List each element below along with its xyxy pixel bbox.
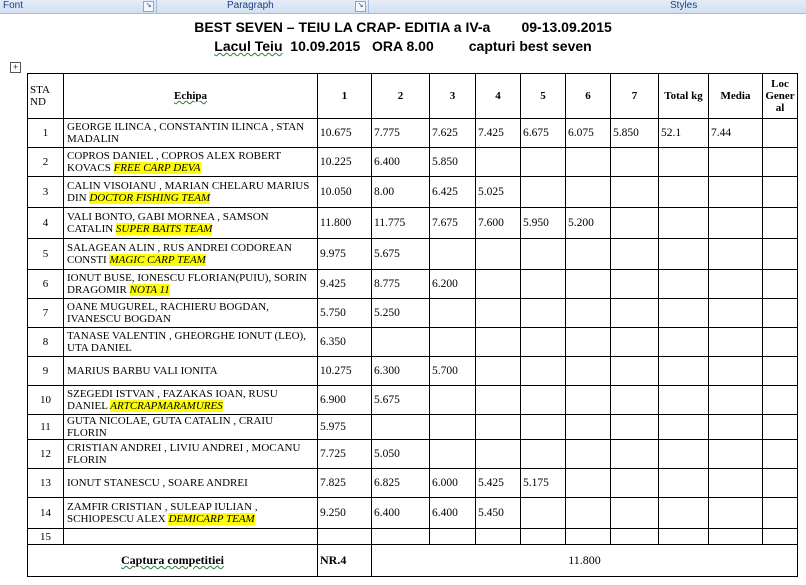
table-row <box>28 119 798 148</box>
score-day-4 <box>476 270 521 299</box>
score-day-3 <box>430 299 476 328</box>
score-day-6 <box>566 357 611 386</box>
team-cell <box>64 529 318 545</box>
stand-number: 1 <box>28 119 64 148</box>
score-day-7: 5.850 <box>611 119 659 148</box>
score-day-7 <box>611 148 659 177</box>
media-cell <box>709 299 763 328</box>
table-row <box>28 239 798 270</box>
score-day-6: 6.075 <box>566 119 611 148</box>
score-day-7 <box>611 239 659 270</box>
header-echipa: Echipa <box>64 74 318 119</box>
media-cell <box>709 270 763 299</box>
stand-number: 8 <box>28 328 64 357</box>
team-members: VALI BONTO, GABI MORNEA , SAMSON CATALIN <box>67 211 269 235</box>
header-day-5: 5 <box>521 74 566 119</box>
media-cell <box>709 415 763 440</box>
subtitle-details: 10.09.2015 ORA 8.00 capturi best seven <box>282 38 592 54</box>
stand-number: 10 <box>28 386 64 415</box>
media-cell <box>709 239 763 270</box>
team-cell <box>64 440 318 469</box>
stand-number: 5 <box>28 239 64 270</box>
media-cell <box>709 148 763 177</box>
footer-row <box>28 545 798 577</box>
table-row <box>28 498 798 529</box>
header-loc-general: Loc Gener al <box>763 74 798 119</box>
document-subtitle <box>0 37 806 55</box>
table-row <box>28 357 798 386</box>
total-kg-cell <box>659 328 709 357</box>
score-day-1: 7.825 <box>318 469 372 498</box>
stand-number: 9 <box>28 357 64 386</box>
score-day-2: 6.825 <box>372 469 430 498</box>
score-day-2: 5.675 <box>372 386 430 415</box>
stand-number: 13 <box>28 469 64 498</box>
score-day-4: 7.600 <box>476 208 521 239</box>
score-day-5 <box>521 270 566 299</box>
score-day-7 <box>611 270 659 299</box>
total-kg-cell <box>659 148 709 177</box>
footer-label: Captura competitiei <box>28 545 318 577</box>
ribbon-separator <box>368 0 369 13</box>
team-cell <box>64 299 318 328</box>
score-day-2 <box>372 415 430 440</box>
team-members: CRISTIAN ANDREI , LIVIU ANDREI , MOCANU FLORIN <box>67 442 301 466</box>
media-cell <box>709 498 763 529</box>
score-day-7 <box>611 177 659 208</box>
score-day-4 <box>476 357 521 386</box>
score-day-6 <box>566 415 611 440</box>
score-day-2: 6.400 <box>372 498 430 529</box>
media-cell <box>709 440 763 469</box>
score-day-2: 11.775 <box>372 208 430 239</box>
score-day-6 <box>566 469 611 498</box>
score-day-2: 7.775 <box>372 119 430 148</box>
score-day-1 <box>318 529 372 545</box>
font-dialog-launcher-icon[interactable]: ↘ <box>143 1 154 12</box>
score-day-7 <box>611 357 659 386</box>
table-move-handle-icon[interactable]: + <box>10 62 21 73</box>
results-table <box>27 73 798 577</box>
score-day-4 <box>476 386 521 415</box>
media-cell <box>709 469 763 498</box>
total-kg-cell <box>659 469 709 498</box>
team-members: MARIUS BARBU VALI IONITA <box>67 365 218 377</box>
score-day-7 <box>611 498 659 529</box>
lake-name: Lacul Teiu <box>214 38 283 54</box>
total-kg-cell <box>659 357 709 386</box>
footer-value: 11.800 <box>372 545 798 577</box>
score-day-7 <box>611 469 659 498</box>
table-row <box>28 299 798 328</box>
ribbon-group-labels <box>0 0 806 14</box>
team-cell <box>64 469 318 498</box>
score-day-4 <box>476 415 521 440</box>
stand-number: 3 <box>28 177 64 208</box>
loc-general-cell <box>763 357 798 386</box>
team-name-highlight: MAGIC CARP TEAM <box>109 254 206 266</box>
table-row <box>28 328 798 357</box>
score-day-1: 6.900 <box>318 386 372 415</box>
score-day-5: 6.675 <box>521 119 566 148</box>
team-members: OANE MUGUREL, RACHIERU BOGDAN, IVANESCU BOGDAN <box>67 301 269 325</box>
score-day-5 <box>521 328 566 357</box>
team-name-highlight: DEMICARP TEAM <box>168 513 255 525</box>
ribbon-separator <box>156 0 157 13</box>
score-day-2: 6.400 <box>372 148 430 177</box>
stand-number: 4 <box>28 208 64 239</box>
team-cell <box>64 328 318 357</box>
score-day-5 <box>521 177 566 208</box>
stand-number: 11 <box>28 415 64 440</box>
score-day-4: 7.425 <box>476 119 521 148</box>
total-kg-cell <box>659 529 709 545</box>
media-cell <box>709 357 763 386</box>
score-day-2: 8.00 <box>372 177 430 208</box>
document-title: BEST SEVEN – TEIU LA CRAP- EDITIA a IV-a 09-13.09.2015 <box>194 19 612 35</box>
media-cell <box>709 529 763 545</box>
team-members: CALIN VISOIANU , MARIAN CHELARU MARIUS DIN <box>67 180 310 204</box>
header-day-4: 4 <box>476 74 521 119</box>
score-day-7 <box>611 415 659 440</box>
score-day-5 <box>521 498 566 529</box>
score-day-1: 5.975 <box>318 415 372 440</box>
score-day-6 <box>566 270 611 299</box>
loc-general-cell <box>763 177 798 208</box>
score-day-6 <box>566 498 611 529</box>
score-day-6: 5.200 <box>566 208 611 239</box>
header-media: Media <box>709 74 763 119</box>
score-day-1: 6.350 <box>318 328 372 357</box>
team-members: IONUT STANESCU , SOARE ANDREI <box>67 477 248 489</box>
score-day-4 <box>476 299 521 328</box>
score-day-4 <box>476 440 521 469</box>
table-body <box>28 119 798 545</box>
loc-general-cell <box>763 469 798 498</box>
score-day-6 <box>566 328 611 357</box>
total-kg-cell <box>659 177 709 208</box>
total-kg-cell <box>659 415 709 440</box>
score-day-2: 6.300 <box>372 357 430 386</box>
media-cell <box>709 386 763 415</box>
media-cell <box>709 177 763 208</box>
score-day-3: 6.400 <box>430 498 476 529</box>
score-day-1: 10.675 <box>318 119 372 148</box>
score-day-4 <box>476 529 521 545</box>
team-cell <box>64 239 318 270</box>
score-day-1: 7.725 <box>318 440 372 469</box>
score-day-3: 7.625 <box>430 119 476 148</box>
score-day-7 <box>611 328 659 357</box>
loc-general-cell <box>763 529 798 545</box>
team-cell <box>64 415 318 440</box>
loc-general-cell <box>763 440 798 469</box>
score-day-7 <box>611 299 659 328</box>
score-day-2 <box>372 328 430 357</box>
team-name-highlight: NOTA 11 <box>129 284 170 296</box>
score-day-4 <box>476 328 521 357</box>
score-day-5: 5.175 <box>521 469 566 498</box>
score-day-4 <box>476 148 521 177</box>
score-day-1: 9.250 <box>318 498 372 529</box>
ribbon-styles-label: Styles <box>670 0 698 11</box>
score-day-3 <box>430 386 476 415</box>
team-cell <box>64 498 318 529</box>
stand-number: 2 <box>28 148 64 177</box>
score-day-1: 10.225 <box>318 148 372 177</box>
team-name-highlight: ARTCRAPMARAMURES <box>110 400 223 412</box>
score-day-4: 5.450 <box>476 498 521 529</box>
score-day-1: 9.425 <box>318 270 372 299</box>
score-day-5 <box>521 239 566 270</box>
team-members: GUTA NICOLAE, GUTA CATALIN , CRAIU FLORIN <box>67 415 274 439</box>
score-day-4: 5.425 <box>476 469 521 498</box>
table-row <box>28 208 798 239</box>
header-stand: STA ND <box>28 74 64 119</box>
loc-general-cell <box>763 148 798 177</box>
loc-general-cell <box>763 119 798 148</box>
score-day-3 <box>430 529 476 545</box>
loc-general-cell <box>763 239 798 270</box>
total-kg-cell <box>659 440 709 469</box>
score-day-3 <box>430 239 476 270</box>
header-day-3: 3 <box>430 74 476 119</box>
score-day-5 <box>521 529 566 545</box>
score-day-3: 6.200 <box>430 270 476 299</box>
paragraph-dialog-launcher-icon[interactable]: ↘ <box>355 1 366 12</box>
score-day-3: 6.000 <box>430 469 476 498</box>
team-members: SZEGEDI ISTVAN , FAZAKAS IOAN, RUSU DANIEL <box>67 388 278 412</box>
stand-number: 15 <box>28 529 64 545</box>
loc-general-cell <box>763 270 798 299</box>
score-day-2 <box>372 529 430 545</box>
header-day-2: 2 <box>372 74 430 119</box>
score-day-2: 5.250 <box>372 299 430 328</box>
stand-number: 14 <box>28 498 64 529</box>
header-day-1: 1 <box>318 74 372 119</box>
score-day-6 <box>566 239 611 270</box>
score-day-3: 5.700 <box>430 357 476 386</box>
loc-general-cell <box>763 299 798 328</box>
score-day-4 <box>476 239 521 270</box>
score-day-6 <box>566 148 611 177</box>
team-cell <box>64 270 318 299</box>
score-day-3: 5.850 <box>430 148 476 177</box>
score-day-6 <box>566 529 611 545</box>
score-day-3 <box>430 328 476 357</box>
header-day-7: 7 <box>611 74 659 119</box>
team-cell <box>64 148 318 177</box>
score-day-5 <box>521 415 566 440</box>
loc-general-cell <box>763 328 798 357</box>
score-day-1: 10.050 <box>318 177 372 208</box>
table-row <box>28 440 798 469</box>
team-cell <box>64 386 318 415</box>
total-kg-cell <box>659 270 709 299</box>
score-day-5 <box>521 386 566 415</box>
total-kg-cell <box>659 208 709 239</box>
score-day-2: 5.050 <box>372 440 430 469</box>
score-day-6 <box>566 299 611 328</box>
team-members: SALAGEAN ALIN , RUS ANDREI CODOREAN CONSTI <box>67 242 292 266</box>
score-day-4: 5.025 <box>476 177 521 208</box>
total-kg-cell <box>659 299 709 328</box>
team-name-highlight: FREE CARP DEVA <box>113 162 201 174</box>
table-row <box>28 386 798 415</box>
score-day-7 <box>611 529 659 545</box>
score-day-1: 9.975 <box>318 239 372 270</box>
score-day-3 <box>430 440 476 469</box>
score-day-7 <box>611 208 659 239</box>
header-day-6: 6 <box>566 74 611 119</box>
loc-general-cell <box>763 415 798 440</box>
team-cell <box>64 119 318 148</box>
team-members: IONUT BUSE, IONESCU FLORIAN(PUIU), SORIN DRAGOMIR <box>67 272 307 296</box>
team-name-highlight: DOCTOR FISHING TEAM <box>89 192 211 204</box>
score-day-3: 7.675 <box>430 208 476 239</box>
table-header-row <box>28 74 798 119</box>
loc-general-cell <box>763 386 798 415</box>
score-day-1: 10.275 <box>318 357 372 386</box>
table-row <box>28 270 798 299</box>
score-day-1: 11.800 <box>318 208 372 239</box>
team-members: GEORGE ILINCA , CONSTANTIN ILINCA , STAN MADALIN <box>67 121 305 145</box>
score-day-2: 8.775 <box>372 270 430 299</box>
loc-general-cell <box>763 208 798 239</box>
team-cell <box>64 357 318 386</box>
score-day-5 <box>521 148 566 177</box>
score-day-6 <box>566 386 611 415</box>
team-cell <box>64 177 318 208</box>
score-day-5: 5.950 <box>521 208 566 239</box>
stand-number: 7 <box>28 299 64 328</box>
score-day-1: 5.750 <box>318 299 372 328</box>
header-total-kg: Total kg <box>659 74 709 119</box>
score-day-5 <box>521 299 566 328</box>
total-kg-cell <box>659 239 709 270</box>
score-day-3 <box>430 415 476 440</box>
total-kg-cell <box>659 386 709 415</box>
team-members: ZAMFIR CRISTIAN , SULEAP IULIAN , SCHIOPESCU ALEX <box>67 501 258 525</box>
score-day-6 <box>566 177 611 208</box>
team-members: TANASE VALENTIN , GHEORGHE IONUT (LEO), UTA DANIEL <box>67 330 306 354</box>
score-day-6 <box>566 440 611 469</box>
stand-number: 12 <box>28 440 64 469</box>
table-row <box>28 469 798 498</box>
ribbon-paragraph-label: Paragraph <box>227 0 274 11</box>
score-day-3: 6.425 <box>430 177 476 208</box>
table-row <box>28 148 798 177</box>
media-cell <box>709 328 763 357</box>
table-row <box>28 529 798 545</box>
score-day-2: 5.675 <box>372 239 430 270</box>
media-cell: 7.44 <box>709 119 763 148</box>
ribbon-font-label: Font <box>3 0 24 11</box>
stand-number: 6 <box>28 270 64 299</box>
score-day-7 <box>611 386 659 415</box>
total-kg-cell <box>659 498 709 529</box>
team-name-highlight: SUPER BAITS TEAM <box>115 223 213 235</box>
score-day-5 <box>521 357 566 386</box>
score-day-5 <box>521 440 566 469</box>
total-kg-cell: 52.1 <box>659 119 709 148</box>
table-row <box>28 415 798 440</box>
team-members: COPROS DANIEL , COPROS ALEX ROBERT KOVACS <box>67 150 281 174</box>
table-row <box>28 177 798 208</box>
team-cell <box>64 208 318 239</box>
score-day-7 <box>611 440 659 469</box>
footer-nr: NR.4 <box>318 545 372 577</box>
media-cell <box>709 208 763 239</box>
loc-general-cell <box>763 498 798 529</box>
